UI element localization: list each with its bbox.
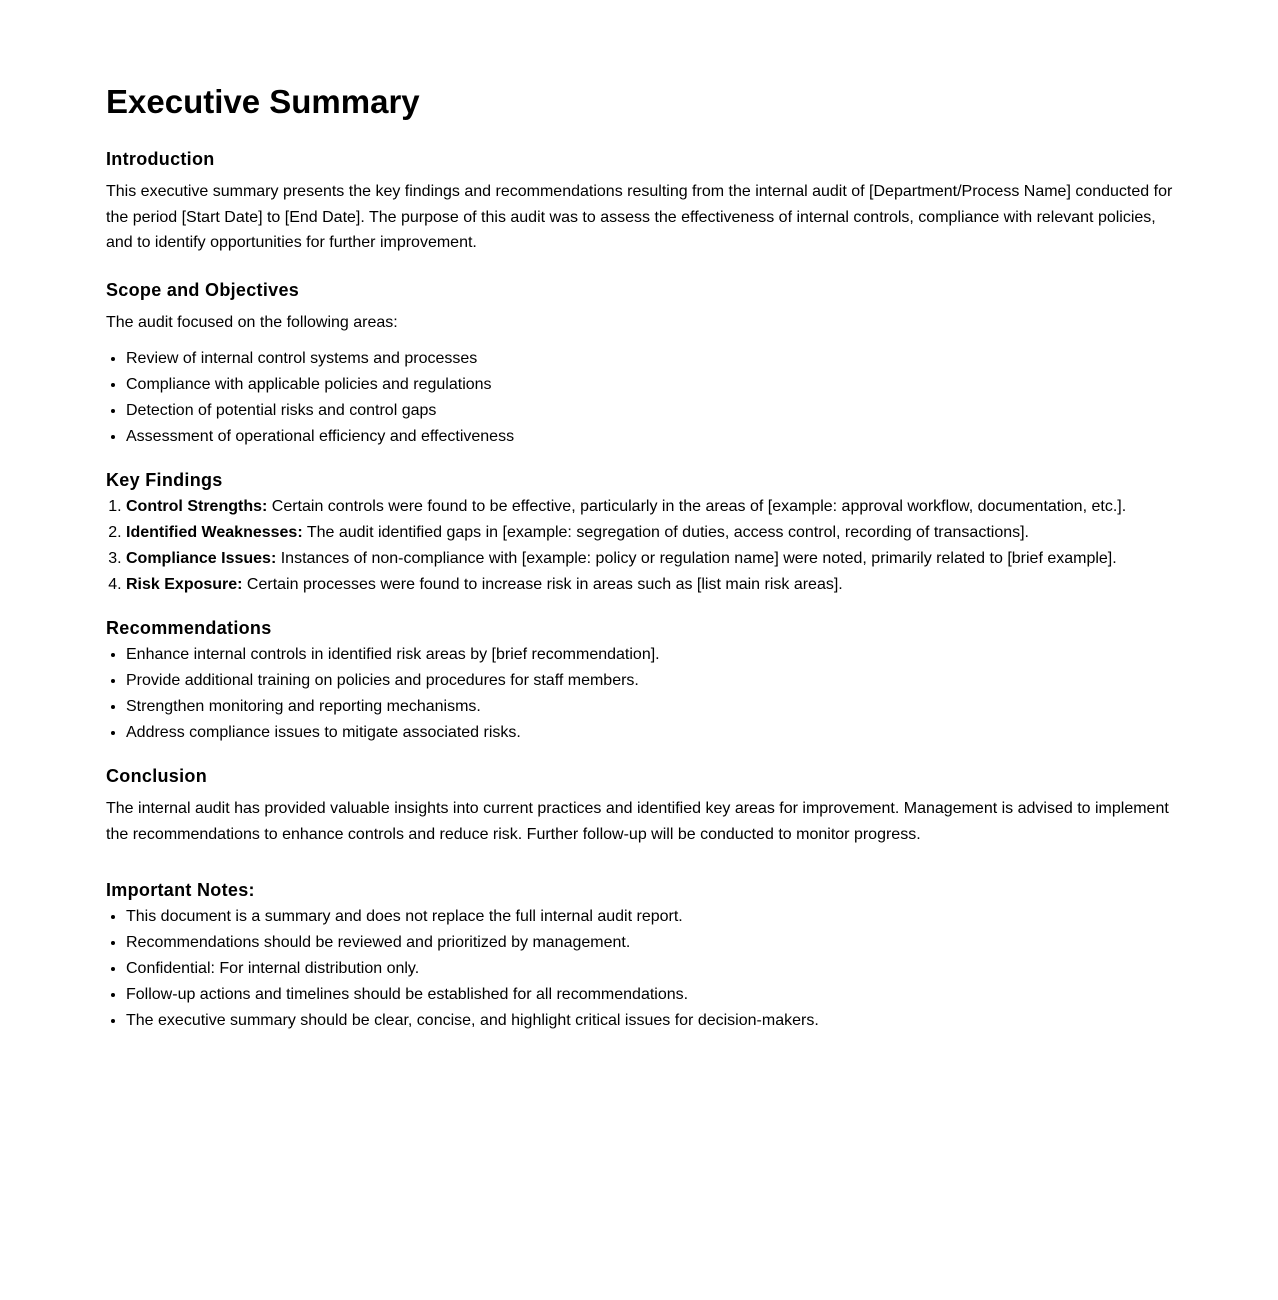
conclusion-section xyxy=(106,765,1176,847)
finding-item xyxy=(126,520,1176,546)
scope-heading: Scope and Objectives xyxy=(106,279,300,300)
notes-list xyxy=(106,904,1176,1034)
findings-section xyxy=(106,469,1176,598)
scope-list xyxy=(106,346,1176,450)
page-title: Executive Summary xyxy=(106,83,420,120)
finding-text: Certain processes were found to increase risk in areas such as [list main risk areas]. xyxy=(242,576,843,594)
finding-label: Risk Exposure: xyxy=(126,576,243,594)
scope-lead: The audit focused on the following areas: xyxy=(106,313,398,331)
list-item: • Recommendations should be reviewed and prioritized by management. xyxy=(126,930,1176,956)
finding-text: Instances of non-compliance with [example: policy or regulation name] were noted, primarily related to [brief example]. xyxy=(276,550,1117,568)
finding-label: Control Strengths: xyxy=(126,498,268,516)
finding-text: Certain controls were found to be effective, particularly in the areas of [example: approval workflow, documentation, etc.]. xyxy=(267,498,1127,516)
introduction-text: This executive summary presents the key findings and recommendations resulting from the internal audit of [Department/Process Name] conducted for the period [Start Date] to [End Date]. The purpose of this audit was to assess the effectiveness of internal controls, compliance with relevant policies, and to identify opportunities for further improvement. xyxy=(106,183,1173,252)
findings-heading: Key Findings xyxy=(106,470,223,491)
notes-heading: Important Notes: xyxy=(106,879,255,900)
list-item: • Assessment of operational efficiency and effectiveness xyxy=(126,424,1176,450)
introduction-heading: Introduction xyxy=(106,149,215,169)
list-item: • Strengthen monitoring and reporting mechanisms. xyxy=(126,694,1176,720)
finding-text: The audit identified gaps in [example: segregation of duties, access control, recording of transactions]. xyxy=(302,524,1029,542)
list-item: • Compliance with applicable policies and regulations xyxy=(126,372,1176,398)
introduction-section xyxy=(106,148,1176,256)
recommendations-list xyxy=(106,642,1176,746)
list-item: • This document is a summary and does not replace the full internal audit report. xyxy=(126,904,1176,930)
list-item: • Follow-up actions and timelines should be established for all recommendations. xyxy=(126,982,1176,1008)
recommendations-heading: Recommendations xyxy=(106,618,272,639)
findings-list xyxy=(106,494,1176,598)
scope-section xyxy=(106,279,1176,451)
finding-item xyxy=(126,494,1176,520)
list-item: • The executive summary should be clear, concise, and highlight critical issues for decision-makers. xyxy=(126,1008,1176,1034)
finding-label: Identified Weaknesses: xyxy=(126,524,303,542)
conclusion-heading: Conclusion xyxy=(106,766,207,787)
conclusion-text: The internal audit has provided valuable insights into current practices and identified key areas for improvement. Management is advised to implement the recommendations to enhance controls and reduce risk. Further follow-up will be conducted to monitor progress. xyxy=(106,800,1169,843)
finding-item xyxy=(126,546,1176,572)
list-item: • Address compliance issues to mitigate associated risks. xyxy=(126,720,1176,746)
list-item: • Enhance internal controls in identified risk areas by [brief recommendation]. xyxy=(126,642,1176,668)
notes-section xyxy=(106,879,1176,1034)
list-item: • Detection of potential risks and control gaps xyxy=(126,398,1176,424)
finding-label: Compliance Issues: xyxy=(126,550,277,568)
finding-item xyxy=(126,572,1176,598)
list-item: • Review of internal control systems and processes xyxy=(126,346,1176,372)
list-item: • Provide additional training on policies and procedures for staff members. xyxy=(126,668,1176,694)
list-item: • Confidential: For internal distribution only. xyxy=(126,956,1176,982)
recommendations-section xyxy=(106,617,1176,746)
